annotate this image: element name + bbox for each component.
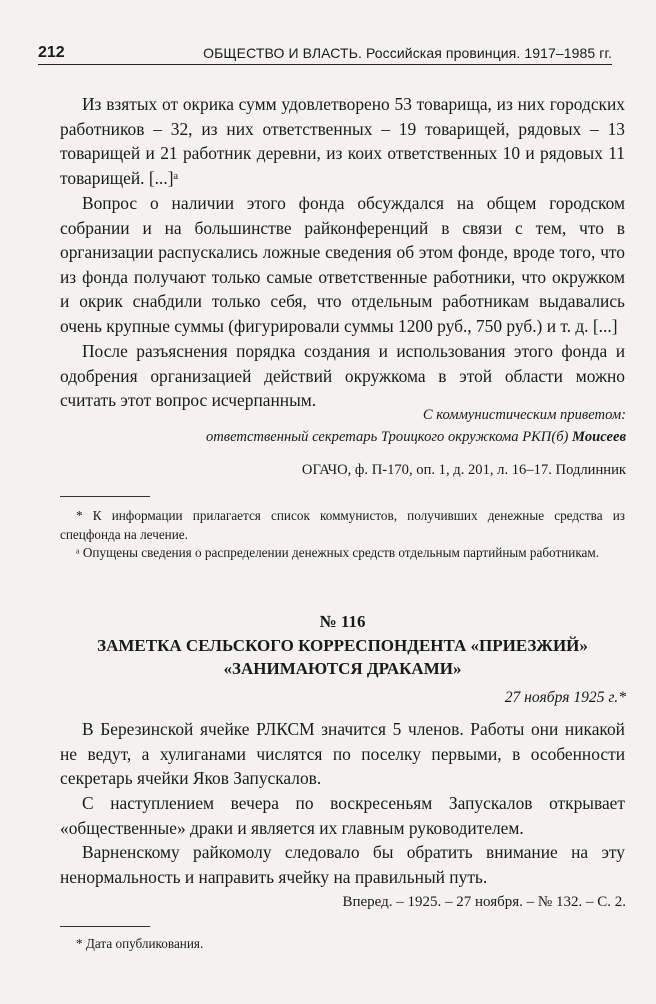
signature-name: Моисеев — [572, 429, 626, 445]
running-title: ОБЩЕСТВО И ВЛАСТЬ. Российская провинция. 1917–1985 гг. — [203, 45, 612, 61]
paragraph-3: После разъяснения порядка создания и использования этого фонда и одобрения организацией действий окружкома в этой области можно считать этот вопрос исчерпанным. — [60, 341, 625, 411]
document-paragraph-1: В Березинской ячейке РЛКСМ значится 5 членов. Работы они никакой не ведут, а хулиганами числятся по поселку первыми, в особенности секретарь ячейки Яков Запускалов. — [60, 719, 625, 789]
footnote-divider — [60, 496, 150, 497]
paragraph-1: Из взятых от окрика сумм удовлетворено 53 товарища, из них городских работников – 32, из них ответственных – 19 товарищей, рядовых – 13 товарищей и 21 работник деревни, из коих ответственных 10 и рядовых 11 товарищей. [...]ᵃ — [60, 94, 625, 188]
document-date: 27 ноября 1925 г.* — [504, 689, 626, 706]
document-number: № 116 — [319, 612, 366, 631]
paragraph-2: Вопрос о наличии этого фонда обсуждался на общем городском собрании и на большинстве райконференций в связи с тем, что в организации распускались ложные сведения об этом фонде, вроде того, что из фонда получают только самые ответственные работники, что окружком и окрик снабдили только себя, что отдельным работникам выдавались очень крупные суммы (фигурировали суммы 1200 руб., 750 руб.) и т. д. [...] — [60, 193, 625, 336]
signature — [206, 429, 626, 446]
publication-source: Вперед. – 1925. – 27 ноября. – № 132. – С. 2. — [342, 894, 626, 910]
footnote-date: * Дата опубликования. — [76, 936, 204, 951]
document-title-line-1: ЗАМЕТКА СЕЛЬСКОГО КОРРЕСПОНДЕНТА «ПРИЕЗЖИЙ» — [97, 636, 588, 655]
footnote-divider-bottom — [60, 926, 150, 927]
document-paragraph-2: С наступлением вечера по воскресеньям Запускалов открывает «общественные» драки и является их главным руководителем. — [60, 793, 625, 838]
signature-title: ответственный секретарь Троицкого окружкома РКП(б) — [205, 429, 573, 445]
document-paragraph-3: Варненскому райкомолу следовало бы обратить внимание на эту ненормальность и направить ячейку на правильный путь. — [60, 842, 625, 887]
document-title-line-2: «ЗАНИМАЮТСЯ ДРАКАМИ» — [223, 659, 462, 678]
salutation: С коммунистическим приветом: — [422, 407, 626, 423]
archive-reference: ОГАЧО, ф. П-170, оп. 1, д. 201, л. 16–17. Подлинник — [301, 462, 626, 478]
footnote-a: ᵃ Опущены сведения о распределении денежных средств отдельным партийным работникам. — [76, 545, 600, 560]
page-number: 212 — [38, 44, 65, 61]
page-header — [38, 44, 612, 65]
footnote-star: * К информации прилагается список коммунистов, получивших денежные средства из спецфонда на лечение. — [60, 508, 625, 542]
